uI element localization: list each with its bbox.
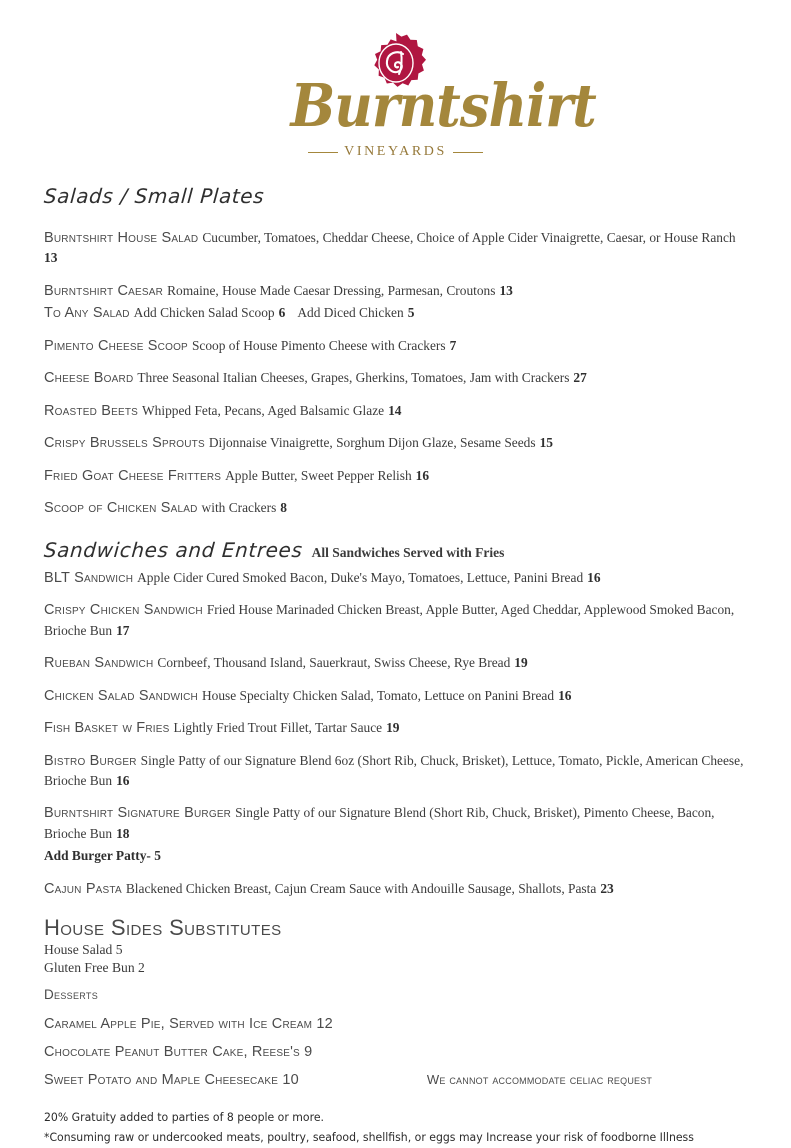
item-name: Burntshirt Signature Burger bbox=[44, 805, 232, 822]
sandwiches-items bbox=[44, 568, 747, 900]
item-price: 17 bbox=[116, 622, 130, 638]
vineyards-label: VINEYARDS bbox=[344, 144, 447, 159]
item-name: Burntshirt House Salad bbox=[44, 230, 199, 246]
brand-logo bbox=[44, 0, 747, 160]
item-price: 16 bbox=[116, 772, 130, 788]
left-rule bbox=[308, 152, 338, 153]
menu-item-addon bbox=[44, 846, 747, 866]
item-name: BLT Sandwich bbox=[44, 569, 134, 586]
item-name: Chicken Salad Sandwich bbox=[44, 687, 198, 704]
menu-item bbox=[44, 686, 747, 706]
menu-item bbox=[44, 433, 747, 453]
item-desc: Single Patty of our Signature Blend (Short Rib, Chuck, Brisket), Pimento Cheese, Bacon, Brioche Bun bbox=[44, 805, 715, 841]
item-name: Cheese Board bbox=[44, 370, 134, 387]
salads-heading: Salads / Small Plates bbox=[43, 184, 266, 208]
item-desc: Three Seasonal Italian Cheeses, Grapes, Gherkins, Tomatoes, Jam with Crackers bbox=[137, 370, 570, 386]
side-item: House Salad 5 bbox=[44, 942, 123, 958]
item-price: 16 bbox=[558, 687, 572, 703]
menu-item bbox=[44, 879, 747, 899]
item-name: Cajun Pasta bbox=[44, 880, 122, 897]
item-desc: Blackened Chicken Breast, Cajun Cream Sauce with Andouille Sausage, Shallots, Pasta bbox=[125, 880, 597, 896]
item-name: Crispy Brussels Sprouts bbox=[44, 435, 205, 452]
sandwiches-note: All Sandwiches Served with Fries bbox=[311, 544, 505, 560]
item-desc: Dijonnaise Vinaigrette, Sorghum Dijon Glaze, Sesame Seeds bbox=[208, 435, 536, 451]
item-price: 7 bbox=[449, 337, 457, 353]
item-desc: with Crackers bbox=[201, 500, 277, 516]
item-name: Fried Goat Cheese Fritters bbox=[44, 467, 222, 484]
sandwiches-heading-row bbox=[44, 538, 747, 562]
item-name: To Any Salad bbox=[44, 305, 130, 322]
house-sides-heading: House Sides Substitutes bbox=[44, 915, 282, 941]
item-price: 14 bbox=[388, 402, 402, 418]
item-desc: Cornbeef, Thousand Island, Sauerkraut, Swiss Cheese, Rye Bread bbox=[157, 655, 511, 671]
dessert-item: Sweet Potato and Maple Cheesecake 10 bbox=[44, 1072, 299, 1089]
menu-item bbox=[44, 303, 747, 323]
menu-item bbox=[44, 336, 747, 356]
menu-item bbox=[44, 228, 747, 269]
item-desc-secondary: Add Diced Chicken bbox=[297, 305, 404, 321]
menu-item bbox=[44, 718, 747, 738]
dessert-item: Caramel Apple Pie, Served with Ice Cream 12 bbox=[44, 1016, 333, 1033]
celiac-note: We cannot accommodate celiac request bbox=[426, 1072, 653, 1088]
side-item: Gluten Free Bun 2 bbox=[44, 960, 145, 976]
menu-item bbox=[44, 281, 747, 301]
item-desc: Lightly Fried Trout Fillet, Tartar Sauce bbox=[173, 720, 383, 736]
addon-label: Add Burger Patty- 5 bbox=[44, 848, 161, 864]
item-price: 6 bbox=[278, 305, 286, 321]
item-price: 23 bbox=[600, 880, 614, 896]
item-price: 13 bbox=[44, 250, 58, 266]
menu-item bbox=[44, 653, 747, 673]
item-name: Fish Basket w Fries bbox=[44, 720, 170, 737]
footer-notes bbox=[44, 1108, 705, 1147]
item-desc: Apple Cider Cured Smoked Bacon, Duke's Mayo, Tomatoes, Lettuce, Panini Bread bbox=[137, 569, 584, 585]
item-name: Burntshirt Caesar bbox=[44, 282, 164, 299]
menu-item bbox=[44, 498, 747, 518]
desserts-heading: Desserts bbox=[44, 987, 98, 1003]
sandwiches-heading: Sandwiches and Entrees bbox=[43, 537, 304, 562]
menu-item bbox=[44, 568, 747, 588]
menu-item bbox=[44, 600, 747, 641]
item-price: 16 bbox=[415, 467, 430, 483]
item-desc: Scoop of House Pimento Cheese with Crackers bbox=[191, 337, 446, 353]
item-name: Bistro Burger bbox=[44, 752, 137, 769]
item-desc: House Specialty Chicken Salad, Tomato, Lettuce on Panini Bread bbox=[201, 687, 555, 703]
brand-wordmark: Burntshirt bbox=[290, 71, 596, 141]
menu-item bbox=[44, 751, 747, 792]
dessert-item: Chocolate Peanut Butter Cake, Reese's 9 bbox=[44, 1044, 313, 1061]
menu-item bbox=[44, 368, 747, 388]
item-desc: Romaine, House Made Caesar Dressing, Parmesan, Croutons bbox=[167, 282, 496, 298]
section-house-sides bbox=[44, 915, 747, 977]
dessert-row-with-note bbox=[44, 1072, 747, 1088]
item-price: 15 bbox=[539, 435, 553, 451]
item-desc: Whipped Feta, Pecans, Aged Balsamic Glaze bbox=[142, 402, 385, 418]
item-price: 16 bbox=[587, 569, 601, 585]
item-price: 13 bbox=[499, 282, 513, 298]
raw-food-warning: *Consuming raw or undercooked meats, poultry, seafood, shellfish, or eggs may Increase your risk of foodborne Illness bbox=[44, 1129, 694, 1144]
item-name: Roasted Beets bbox=[44, 402, 139, 419]
section-desserts bbox=[44, 987, 747, 1088]
right-rule bbox=[453, 152, 483, 153]
gratuity-note: 20% Gratuity added to parties of 8 people or more. bbox=[44, 1110, 325, 1125]
item-name: Crispy Chicken Sandwich bbox=[44, 602, 203, 619]
item-name: Scoop of Chicken Salad bbox=[44, 500, 198, 517]
item-price: 8 bbox=[280, 500, 287, 516]
item-desc: Cucumber, Tomatoes, Cheddar Cheese, Choice of Apple Cider Vinaigrette, Caesar, or House Ranch bbox=[202, 230, 736, 245]
item-price: 19 bbox=[514, 655, 528, 671]
vineyards-row bbox=[291, 144, 501, 160]
logo-wrap bbox=[290, 32, 596, 160]
section-sandwiches bbox=[44, 538, 747, 900]
item-desc: Fried House Marinaded Chicken Breast, Apple Butter, Aged Cheddar, Applewood Smoked Bacon, Brioche Bun bbox=[44, 602, 735, 638]
item-price: 19 bbox=[386, 720, 400, 736]
item-name: Pimento Cheese Scoop bbox=[44, 337, 188, 354]
section-salads bbox=[44, 184, 747, 519]
item-desc: Add Chicken Salad Scoop bbox=[133, 305, 275, 321]
item-price: 27 bbox=[573, 370, 587, 386]
item-price: 18 bbox=[116, 825, 130, 841]
menu-item bbox=[44, 466, 747, 486]
item-name: Rueban Sandwich bbox=[44, 655, 154, 672]
menu-item bbox=[44, 401, 747, 421]
item-price-secondary: 5 bbox=[407, 305, 415, 321]
item-desc: Apple Butter, Sweet Pepper Relish bbox=[225, 467, 412, 483]
item-desc: Single Patty of our Signature Blend 6oz (Short Rib, Chuck, Brisket), Lettuce, Tomato, Pickle, American Cheese, Brioche Bun bbox=[44, 752, 744, 788]
menu-item bbox=[44, 803, 747, 844]
salads-items bbox=[44, 228, 747, 519]
